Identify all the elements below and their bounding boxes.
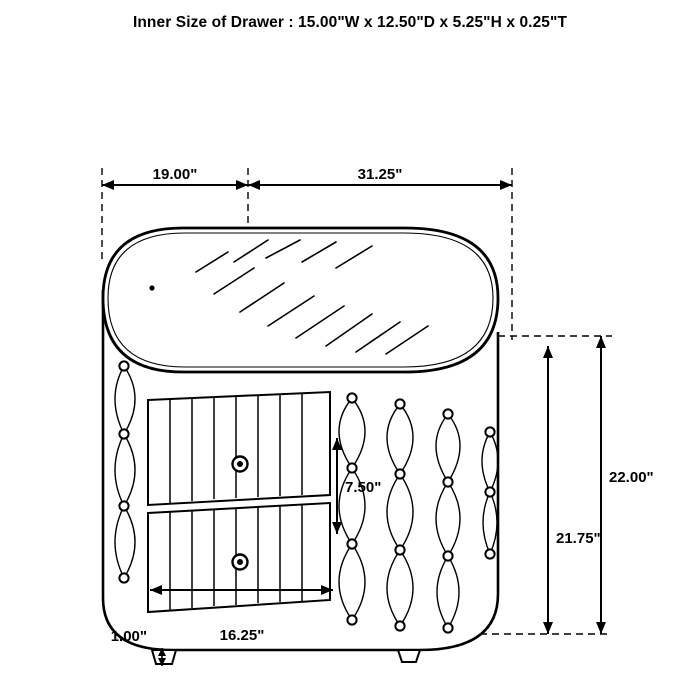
- dimension-label-drawer-height: 7.50": [345, 479, 382, 496]
- dimension-label-top-left-width: 19.00": [152, 166, 198, 183]
- drawer-knob-upper[interactable]: [233, 457, 248, 472]
- dimension-label-total-height: 22.00": [609, 469, 654, 486]
- page-title: Inner Size of Drawer : 15.00"W x 12.50"D x 5.25"H x 0.25"T: [132, 14, 568, 31]
- cabinet-feet: [152, 650, 420, 664]
- drawer-knob-lower[interactable]: [233, 555, 248, 570]
- dimension-label-drawer-width: 16.25": [219, 627, 265, 644]
- dimension-label-case-height: 21.75": [556, 530, 601, 547]
- dimension-label-leg-height: 1.00": [110, 628, 147, 645]
- dimension-label-top-right-width: 31.25": [357, 166, 403, 183]
